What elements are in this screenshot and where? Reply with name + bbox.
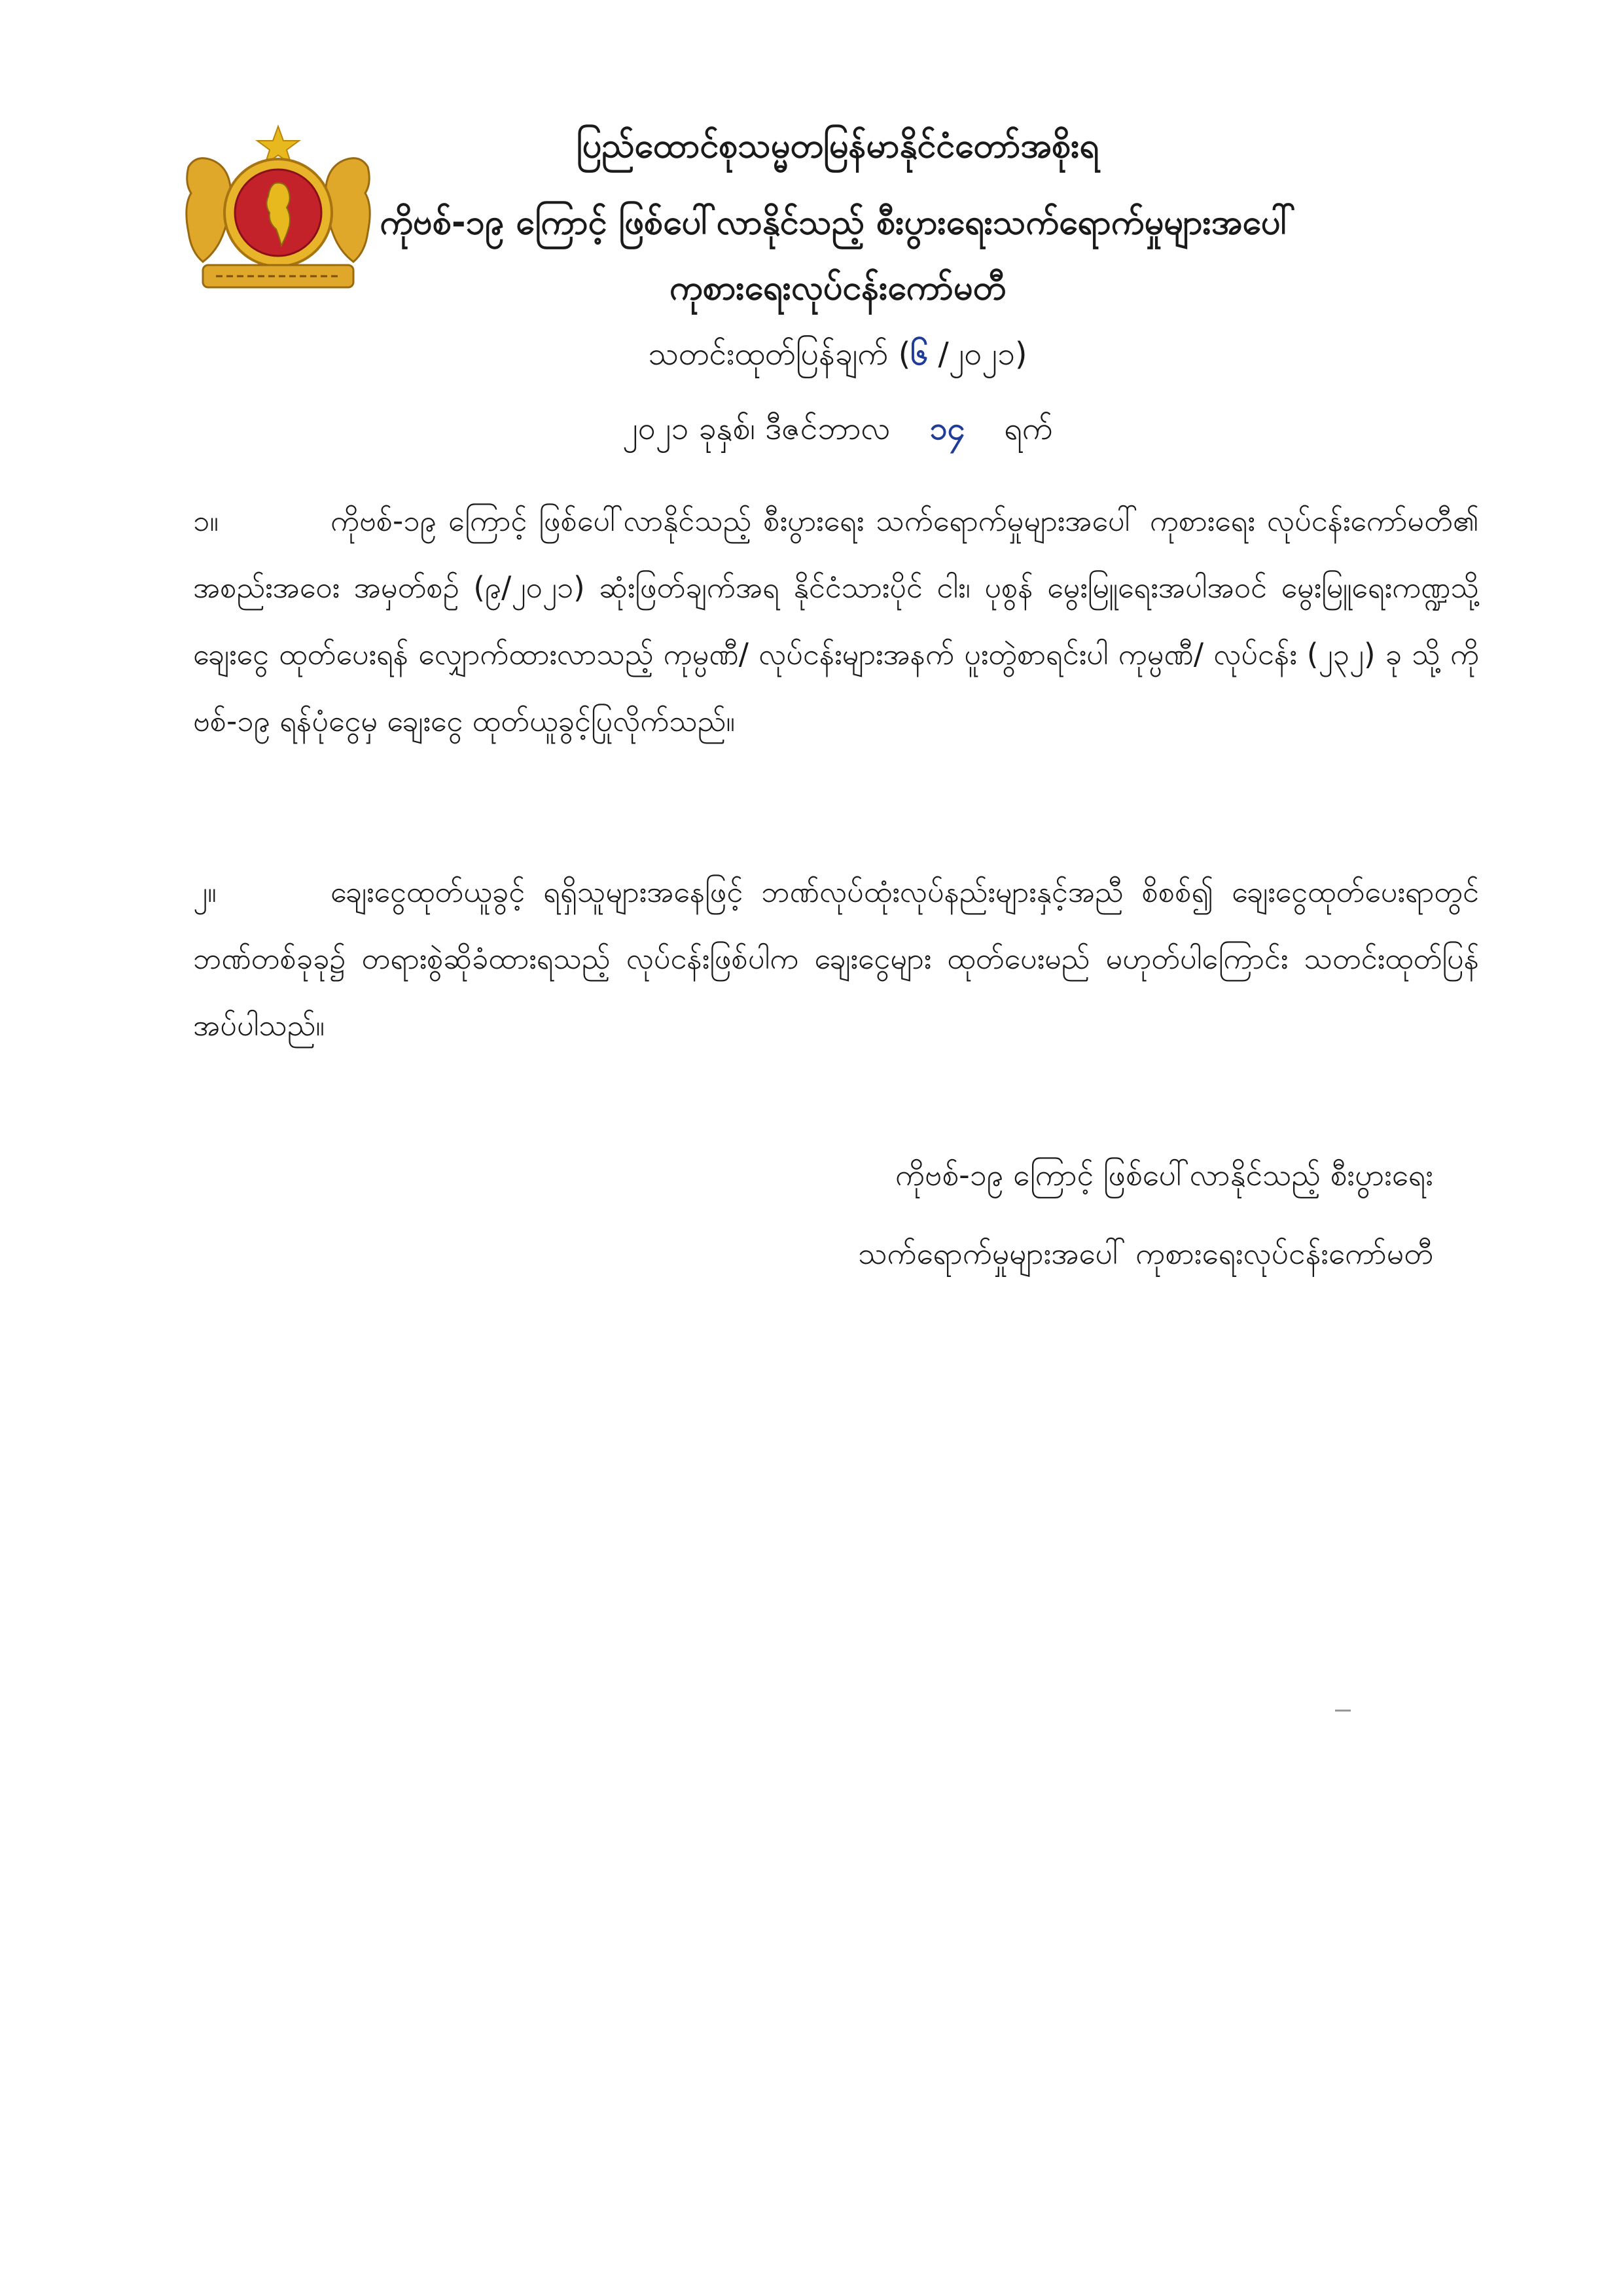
notice-suffix: /၂၀၂၁) <box>928 336 1027 372</box>
paragraph-number: ၂။ <box>193 874 217 909</box>
signature-line2: သက်ရောက်မှုများအပေါ် ကုစားရေးလုပ်ငန်းကော်မတီ <box>858 1236 1433 1271</box>
signature-line1: ကိုဗစ်-၁၉ ကြောင့် ဖြစ်ပေါ်လာနိုင်သည့် စီးပွားရေး <box>895 1157 1433 1193</box>
notice-handwritten-number: ၆ <box>910 336 929 372</box>
scan-mark <box>1335 1710 1351 1712</box>
date-suffix: ရက် <box>1004 410 1053 447</box>
paragraph-number: ၁။ <box>193 503 219 538</box>
state-seal-emblem <box>177 121 380 298</box>
paragraph-text: ကိုဗစ်-၁၉ ကြောင့် ဖြစ်ပေါ်လာနိုင်သည့် စီးပွားရေး သက်ရောက်မှုများအပေါ် ကုစားရေး လုပ်ငန်းကော်မတီ၏ အစည်းအဝေး အမှတ်စဉ် (၉/၂၀၂၁) ဆုံးဖြတ်ချက်အရ နိုင်ငံသားပိုင် ငါး၊ ပုစွန် မွေးမြူရေးအပါအဝင် မွေးမြူရေးကဏ္ဍသို့ ချေးငွေ ထုတ်ပေးရန် လျှောက်ထားလာသည့် ကုမ္ပဏီ/ လုပ်ငန်းများအနက် ပူးတွဲစာရင်းပါ ကုမ္ပဏီ/ လုပ်ငန်း (၂၃၂) ခု သို့ ကိုဗစ်-၁၉ ရန်ပုံငွေမှ ချေးငွေ ထုတ်ယူခွင့်ပြုလိုက်သည်။ <box>193 503 1479 738</box>
emblem-banner <box>203 265 353 287</box>
notice-number <box>366 332 1309 376</box>
paragraph-text: ချေးငွေထုတ်ယူခွင့် ရရှိသူများအနေဖြင့် ဘဏ်လုပ်ထုံးလုပ်နည်းများနှင့်အညီ စိစစ်၍ ချေးငွေထုတ်ပေးရာတွင် ဘဏ်တစ်ခုခု၌ တရားစွဲဆိုခံထားရသည့် လုပ်ငန်းဖြစ်ပါက ချေးငွေများ ထုတ်ပေးမည် မဟုတ်ပါကြောင်း သတင်းထုတ်ပြန်အပ်ပါသည်။ <box>193 874 1479 1043</box>
committee-title-line2: ကုစားရေးလုပ်ငန်းကော်မတီ <box>669 268 1007 308</box>
date-line <box>366 407 1309 450</box>
paragraph-2 <box>193 859 1479 1059</box>
paragraph-1 <box>193 488 1479 755</box>
date-handwritten-day: ၁၄ <box>929 410 965 447</box>
committee-title-line1: ကိုဗစ်-၁၉ ကြောင့် ဖြစ်ပေါ်လာနိုင်သည့် စီးပွားရေးသက်ရောက်မှုများအပေါ် <box>380 203 1296 242</box>
government-title: ပြည်ထောင်စုသမ္မတမြန်မာနိုင်ငံတော်အစိုးရ <box>576 126 1099 166</box>
notice-prefix: သတင်းထုတ်ပြန်ချက် ( <box>648 336 911 372</box>
date-prefix: ၂၀၂၁ ခုနှစ်၊ ဒီဇင်ဘာလ <box>622 410 891 447</box>
